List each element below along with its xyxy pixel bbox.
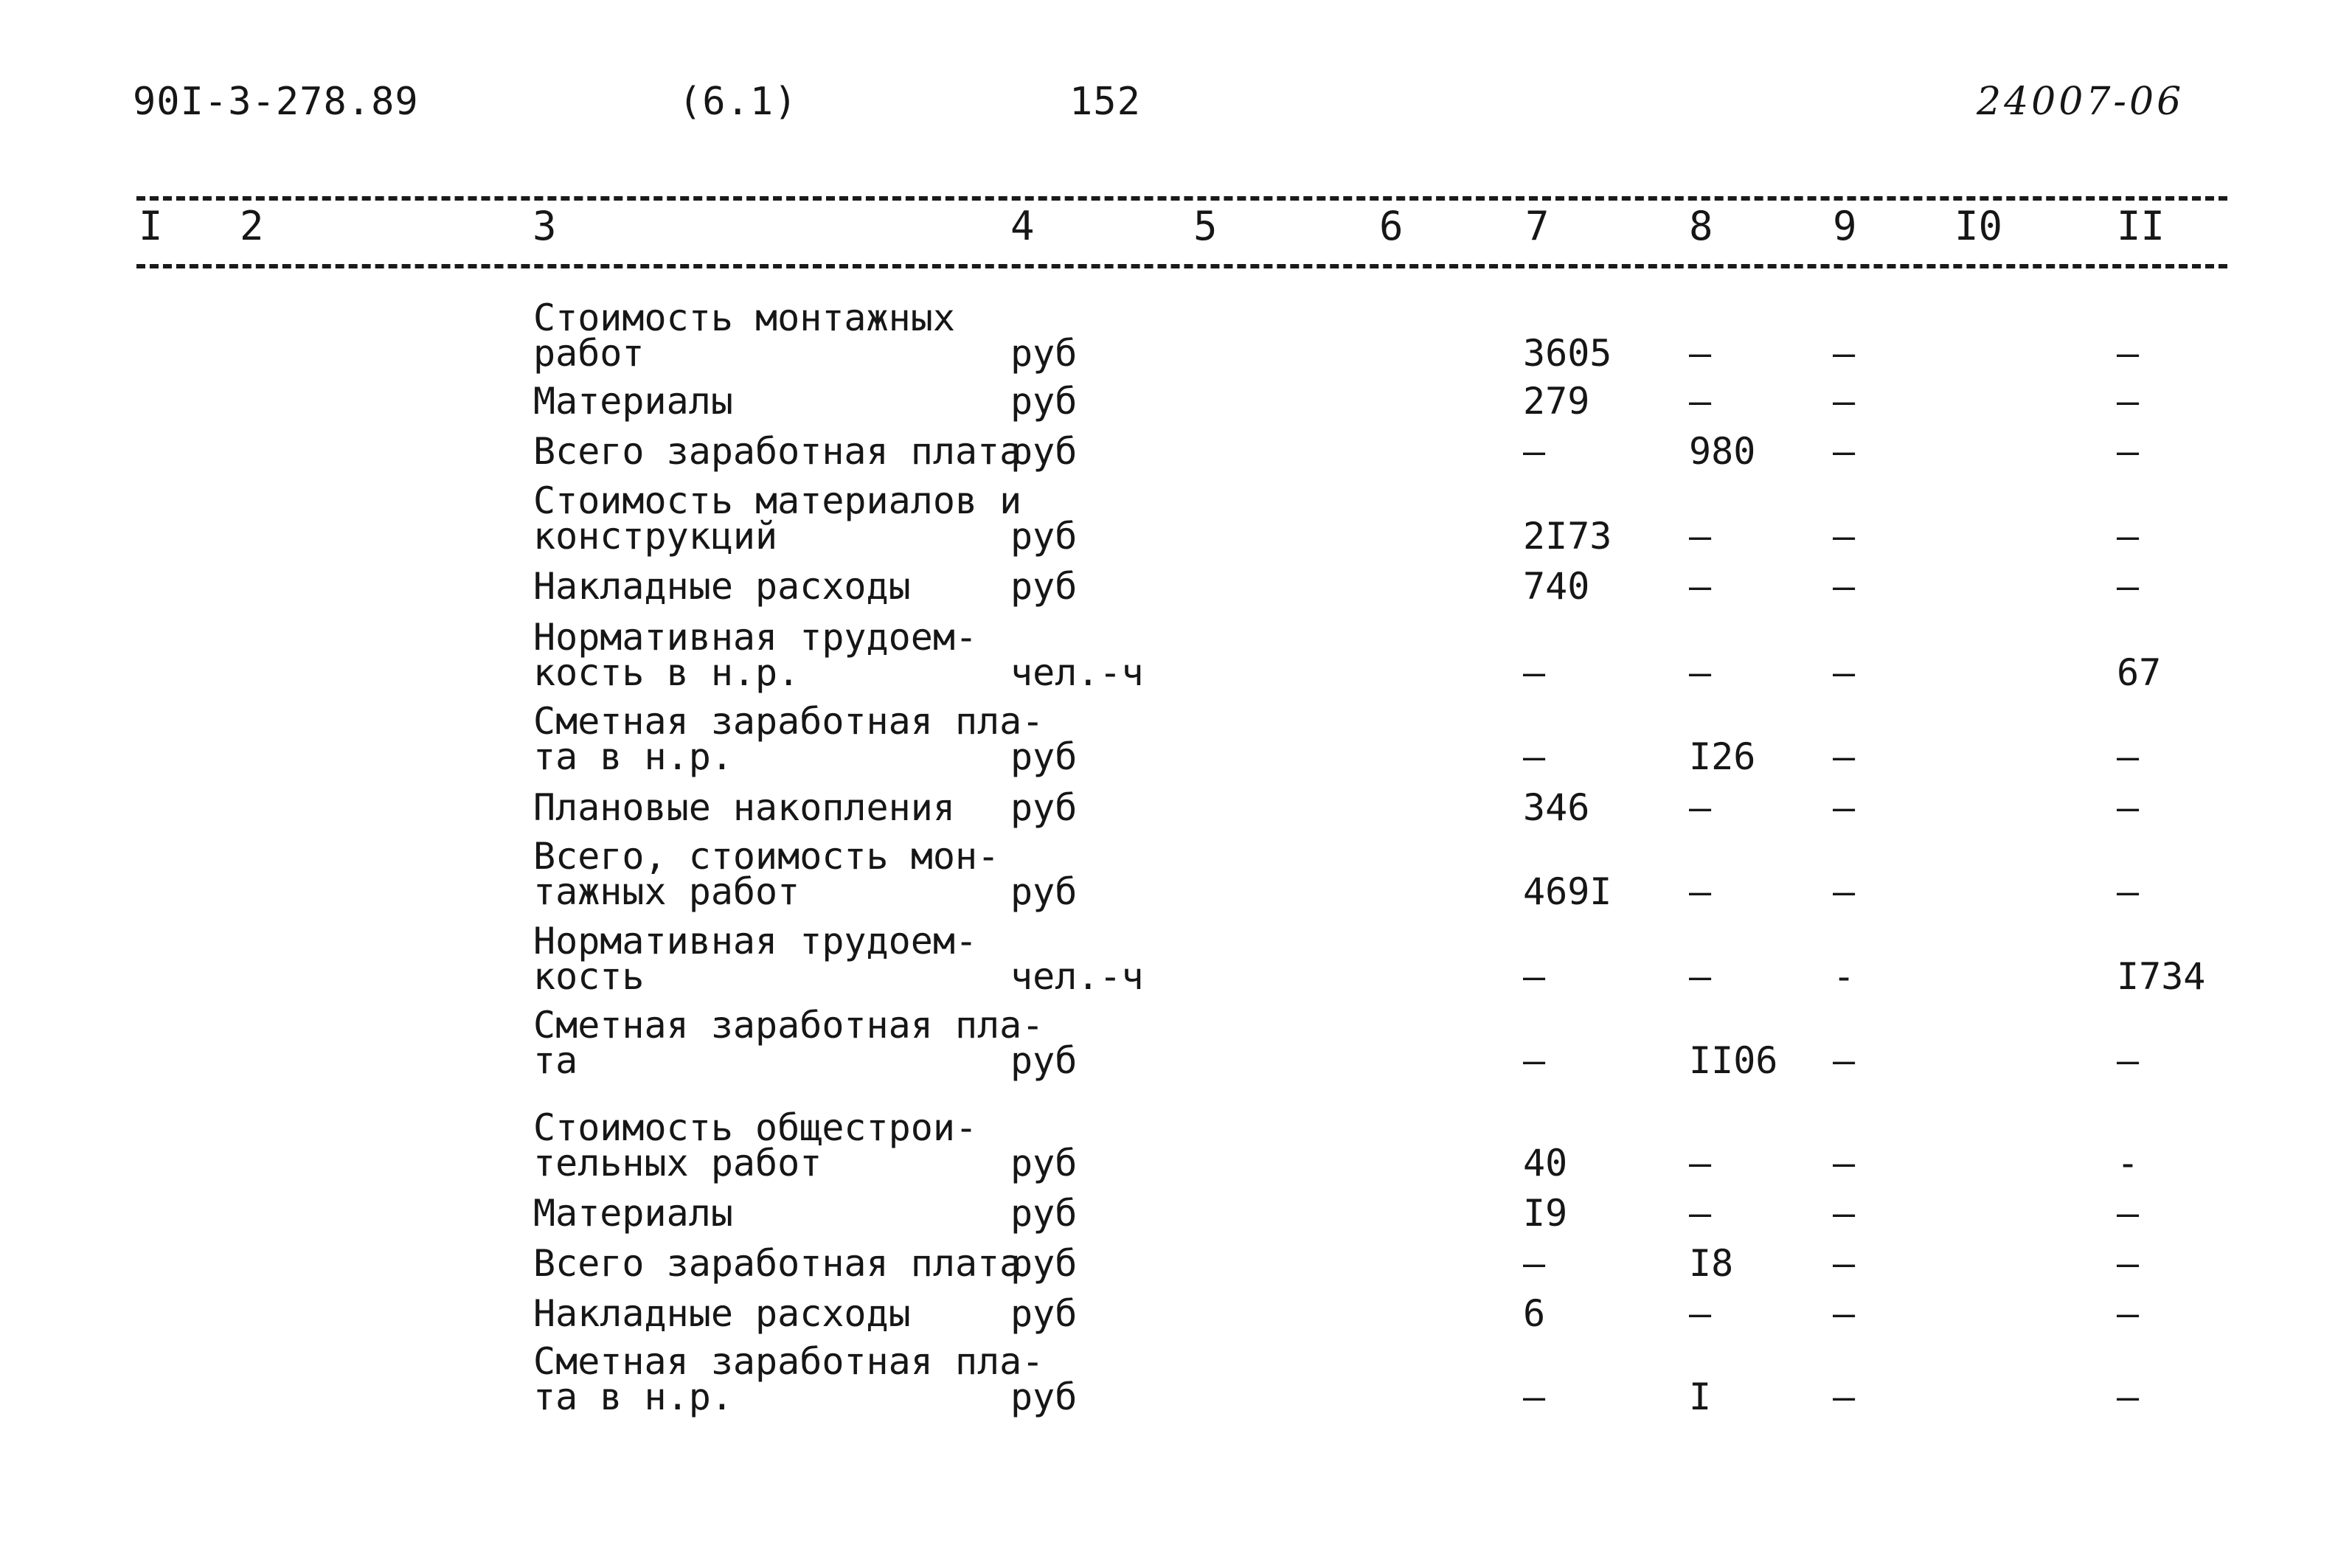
row-value-col7: 279 [1523, 380, 1590, 423]
row-value-col8: I8 [1689, 1242, 1734, 1285]
row-label [533, 1106, 978, 1184]
row-unit: руб [1010, 1192, 1078, 1235]
sheet-code: 24007-06 [1977, 80, 2185, 124]
row-value-col11: – [2117, 1292, 2140, 1335]
row-value-col11: – [2117, 1376, 2140, 1418]
row-value-col7: – [1523, 955, 1546, 998]
row-value-col11: – [2117, 735, 2140, 778]
row-value-col9: – [1833, 735, 1856, 778]
column-number-11: II [2117, 203, 2165, 249]
row-value-col11: – [2117, 1242, 2140, 1285]
row-label [533, 616, 978, 694]
column-number-2: 2 [240, 203, 264, 249]
row-label [533, 1242, 1022, 1285]
row-value-col11: – [2117, 332, 2140, 375]
row-label [533, 1292, 911, 1335]
row-value-col11: – [2117, 565, 2140, 608]
row-value-col11: 67 [2117, 651, 2162, 694]
row-value-col8: – [1689, 1142, 1712, 1184]
column-number-1: I [139, 203, 163, 249]
row-value-col7: 346 [1523, 786, 1590, 829]
row-label-line: Стоимость общестрои- [533, 1106, 978, 1149]
row-value-col7: – [1523, 1376, 1546, 1418]
row-unit: руб [1010, 515, 1078, 558]
row-unit: руб [1010, 1039, 1078, 1082]
row-unit: руб [1010, 332, 1078, 375]
row-label-line: кость [533, 955, 645, 998]
row-value-col7: 40 [1523, 1142, 1568, 1184]
row-value-col8: – [1689, 565, 1712, 608]
row-label-line: Плановые накопления [533, 786, 955, 829]
row-value-col8: II06 [1689, 1039, 1778, 1082]
row-unit: руб [1010, 735, 1078, 778]
row-value-col8: – [1689, 515, 1712, 558]
row-unit: руб [1010, 1376, 1078, 1418]
row-unit: руб [1010, 870, 1078, 913]
row-label [533, 296, 955, 375]
row-label-line: Всего заработная плата [533, 430, 1022, 473]
section-number: (6.1) [679, 80, 798, 124]
row-label-line: Сметная заработная пла- [533, 1004, 1044, 1047]
row-value-col11: – [2117, 515, 2140, 558]
row-value-col9: – [1833, 786, 1856, 829]
row-label-line: Накладные расходы [533, 1292, 911, 1335]
row-label-line: та в н.р. [533, 1376, 733, 1418]
row-label-line: кость в н.р. [533, 651, 800, 694]
row-unit: руб [1010, 1242, 1078, 1285]
row-value-col8: 980 [1689, 430, 1756, 473]
row-label [533, 380, 733, 423]
row-value-col9: – [1833, 651, 1856, 694]
row-value-col11: – [2117, 870, 2140, 913]
row-value-col9: – [1833, 1292, 1856, 1335]
row-value-col8: – [1689, 786, 1712, 829]
table-header-rule [136, 264, 2227, 268]
row-value-col11: – [2117, 1192, 2140, 1235]
row-label-line: та в н.р. [533, 735, 733, 778]
row-value-col9: – [1833, 1242, 1856, 1285]
column-number-8: 8 [1689, 203, 1713, 249]
row-label-line: тельных работ [533, 1142, 822, 1184]
row-value-col9: – [1833, 870, 1856, 913]
row-value-col9: – [1833, 1039, 1856, 1082]
column-number-10: I0 [1954, 203, 2003, 249]
column-number-4: 4 [1010, 203, 1035, 249]
row-label [533, 430, 1022, 473]
row-unit: руб [1010, 1292, 1078, 1335]
page-number: 152 [1069, 80, 1141, 124]
row-label [533, 1192, 733, 1235]
row-value-col9: - [1833, 955, 1856, 998]
row-value-col9: – [1833, 515, 1856, 558]
row-label-line: Стоимость материалов и [533, 479, 1022, 522]
row-value-col7: 3605 [1523, 332, 1612, 375]
row-value-col8: – [1689, 1192, 1712, 1235]
row-value-col8: I [1689, 1376, 1712, 1418]
row-label [533, 835, 1000, 913]
document-code: 90I-3-278.89 [133, 80, 419, 124]
row-value-col7: 740 [1523, 565, 1590, 608]
row-value-col8: – [1689, 955, 1712, 998]
row-label [533, 565, 911, 608]
row-value-col7: – [1523, 1039, 1546, 1082]
row-value-col9: – [1833, 332, 1856, 375]
row-value-col8: – [1689, 332, 1712, 375]
row-value-col9: – [1833, 1376, 1856, 1418]
row-value-col9: – [1833, 565, 1856, 608]
row-value-col8: I26 [1689, 735, 1756, 778]
row-label [533, 786, 955, 829]
row-label [533, 920, 978, 998]
column-number-6: 6 [1379, 203, 1404, 249]
row-unit: чел.-ч [1010, 651, 1144, 694]
column-number-7: 7 [1525, 203, 1550, 249]
row-value-col9: – [1833, 380, 1856, 423]
row-label-line: Материалы [533, 1192, 733, 1235]
row-unit: руб [1010, 380, 1078, 423]
row-value-col8: – [1689, 1292, 1712, 1335]
row-label-line: Стоимость монтажных [533, 296, 955, 339]
row-label-line: Всего заработная плата [533, 1242, 1022, 1285]
row-label-line: Сметная заработная пла- [533, 700, 1044, 743]
column-number-5: 5 [1193, 203, 1218, 249]
row-value-col9: – [1833, 1192, 1856, 1235]
row-value-col7: 6 [1523, 1292, 1546, 1335]
row-value-col7: I9 [1523, 1192, 1568, 1235]
row-label-line: Сметная заработная пла- [533, 1340, 1044, 1383]
row-value-col7: 2I73 [1523, 515, 1612, 558]
row-label-line: Материалы [533, 380, 733, 423]
row-value-col11: – [2117, 380, 2140, 423]
row-value-col11: - [2117, 1142, 2140, 1184]
row-value-col7: 469I [1523, 870, 1612, 913]
table-top-rule [136, 196, 2227, 201]
row-label-line: тажных работ [533, 870, 800, 913]
row-value-col8: – [1689, 380, 1712, 423]
row-value-col11: – [2117, 1039, 2140, 1082]
row-unit: руб [1010, 786, 1078, 829]
row-unit: чел.-ч [1010, 955, 1144, 998]
row-value-col11: – [2117, 430, 2140, 473]
row-unit: руб [1010, 430, 1078, 473]
column-number-3: 3 [533, 203, 557, 249]
row-value-col7: – [1523, 651, 1546, 694]
row-label-line: конструкций [533, 515, 778, 558]
row-label [533, 479, 1022, 558]
row-value-col9: – [1833, 1142, 1856, 1184]
row-label-line: Нормативная трудоем- [533, 920, 978, 962]
row-unit: руб [1010, 1142, 1078, 1184]
row-value-col7: – [1523, 735, 1546, 778]
row-label-line: Нормативная трудоем- [533, 616, 978, 659]
row-label-line: Всего, стоимость мон- [533, 835, 1000, 878]
row-label-line: та [533, 1039, 578, 1082]
row-value-col11: I734 [2117, 955, 2206, 998]
row-label-line: Накладные расходы [533, 565, 911, 608]
row-value-col7: – [1523, 1242, 1546, 1285]
row-value-col11: – [2117, 786, 2140, 829]
row-value-col7: – [1523, 430, 1546, 473]
row-value-col9: – [1833, 430, 1856, 473]
row-label-line: работ [533, 332, 645, 375]
row-value-col8: – [1689, 870, 1712, 913]
row-value-col8: – [1689, 651, 1712, 694]
column-number-9: 9 [1833, 203, 1857, 249]
row-unit: руб [1010, 565, 1078, 608]
